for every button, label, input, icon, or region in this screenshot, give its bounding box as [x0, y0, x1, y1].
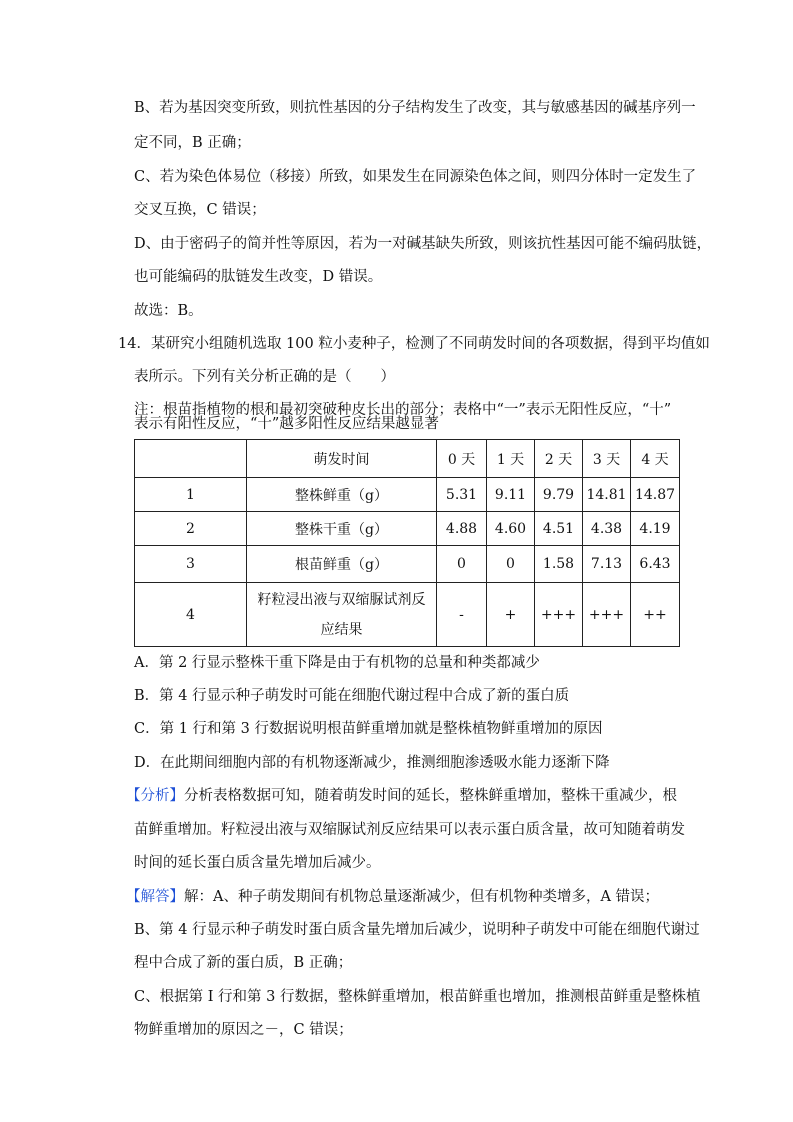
- data-table: [134, 439, 680, 647]
- table-cell: +: [487, 583, 535, 647]
- table-cell: 整株干重（g）: [247, 512, 437, 546]
- table-header-row: [135, 440, 680, 478]
- table-cell: 整株鲜重（g）: [247, 478, 437, 512]
- table-cell: 9.11: [487, 478, 535, 512]
- solution-line1: 解：A、种子萌发期间有机物总量逐渐减少，但有机物种类增多，A 错误；: [184, 889, 660, 905]
- option-d: D．在此期间细胞内部的有机物逐渐减少，推测细胞渗透吸水能力逐渐下降: [134, 755, 610, 771]
- table-cell: 9.79: [535, 478, 583, 512]
- analysis-tag: 【分析】: [126, 788, 184, 804]
- prev-option-c-line1: C、若为染色体易位（移接）所致，如果发生在同源染色体之间，则四分体时一定发生了: [134, 169, 697, 185]
- table-cell: 6.43: [631, 546, 680, 583]
- table-cell: 0: [487, 546, 535, 583]
- table-header-cell: 0 天: [437, 440, 487, 478]
- table-cell: 3: [135, 546, 247, 583]
- question-stem-line1: 14．某研究小组随机选取 100 粒小麦种子，检测了不同萌发时间的各项数据，得到平均值如: [118, 336, 710, 352]
- table-header-cell: 3 天: [583, 440, 631, 478]
- table-header-cell: [135, 440, 247, 478]
- solution-line2: B、第 4 行显示种子萌发时蛋白质含量先增加后减少，说明种子萌发中可能在细胞代谢过: [134, 922, 700, 938]
- table-header-cell: 4 天: [631, 440, 680, 478]
- table-cell: +++: [535, 583, 583, 647]
- solution-line4: C、根据第 I 行和第 3 行数据，整株鲜重增加，根苗鲜重也增加，推测根苗鲜重是整株植: [134, 989, 701, 1005]
- prev-option-d-line1: D、由于密码子的简并性等原因，若为一对碱基缺失所致，则该抗性基因可能不编码肽链，: [134, 236, 712, 252]
- prev-choice: 故选：B。: [134, 303, 203, 319]
- table-cell: 5.31: [437, 478, 487, 512]
- table-cell: 4: [135, 583, 247, 647]
- table-cell: 7.13: [583, 546, 631, 583]
- table-row: [135, 478, 680, 512]
- question-note-line2: 表示有阳性反应，“十”越多阳性反应结果越显著: [134, 416, 439, 432]
- table-row: [135, 546, 680, 583]
- table-header-cell: 萌发时间: [247, 440, 437, 478]
- analysis-line1-wrap: [126, 786, 677, 806]
- question-stem-line2: 表所示。下列有关分析正确的是（ ）: [134, 369, 395, 385]
- table-cell: 0: [437, 546, 487, 583]
- table-cell: +++: [583, 583, 631, 647]
- table-cell: 2: [135, 512, 247, 546]
- analysis-line1: 分析表格数据可知，随着萌发时间的延长，整株鲜重增加，整株干重减少，根: [184, 788, 677, 804]
- option-c: C．第 1 行和第 3 行数据说明根苗鲜重增加就是整株植物鲜重增加的原因: [134, 721, 603, 737]
- solution-line5: 物鲜重增加的原因之－，C 错误；: [134, 1022, 353, 1038]
- table-cell: 1: [135, 478, 247, 512]
- table-header-cell: 1 天: [487, 440, 535, 478]
- table-cell: 4.60: [487, 512, 535, 546]
- table-cell: ++: [631, 583, 680, 647]
- table-row: [135, 583, 680, 647]
- table-cell: 14.81: [583, 478, 631, 512]
- prev-option-d-line2: 也可能编码的肽链发生改变，D 错误。: [134, 269, 383, 285]
- table-cell: 4.51: [535, 512, 583, 546]
- option-a: A．第 2 行显示整株干重下降是由于有机物的总量和种类都减少: [134, 655, 540, 671]
- table-cell: 根苗鲜重（g）: [247, 546, 437, 583]
- prev-option-b-line2: 定不同，B 正确；: [134, 135, 251, 151]
- prev-option-c-line2: 交叉互换，C 错误；: [134, 202, 266, 218]
- table-header-cell: 2 天: [535, 440, 583, 478]
- solution-tag: 【解答】: [126, 889, 184, 905]
- question-note-line1: 注：根苗指植物的根和最初突破种皮长出的部分；表格中“一”表示无阳性反应，“十”: [134, 402, 672, 418]
- table-cell: 4.19: [631, 512, 680, 546]
- table-cell: 14.87: [631, 478, 680, 512]
- table-cell: 1.58: [535, 546, 583, 583]
- solution-line1-wrap: [126, 887, 659, 907]
- table-cell: [247, 583, 437, 647]
- table-cell: 4.88: [437, 512, 487, 546]
- table-cell: -: [437, 583, 487, 647]
- prev-option-b-line1: B、若为基因突变所致，则抗性基因的分子结构发生了改变，其与敏感基因的碱基序列一: [134, 100, 696, 116]
- table-cell: 4.38: [583, 512, 631, 546]
- analysis-line2: 苗鲜重增加。籽粒浸出液与双缩脲试剂反应结果可以表示蛋白质含量，故可知随着萌发: [134, 822, 685, 838]
- table-cell-text: 籽粒浸出液与双缩脲试剂反应结果: [257, 591, 426, 638]
- solution-line3: 程中合成了新的蛋白质，B 正确；: [134, 955, 353, 971]
- table-row: [135, 512, 680, 546]
- option-b: B．第 4 行显示种子萌发时可能在细胞代谢过程中合成了新的蛋白质: [134, 688, 570, 704]
- analysis-line3: 时间的延长蛋白质含量先增加后减少。: [134, 855, 381, 871]
